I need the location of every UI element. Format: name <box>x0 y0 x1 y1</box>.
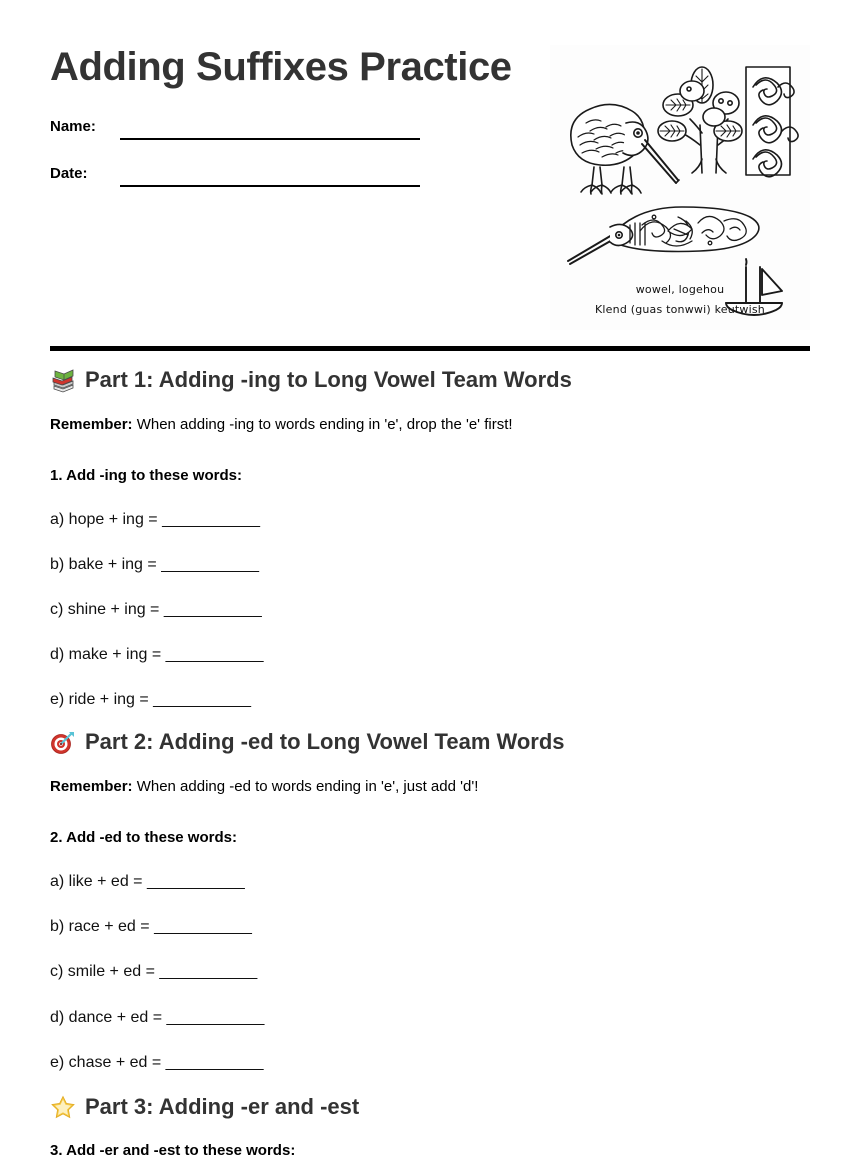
remember-text: When adding -ing to words ending in 'e', drop the 'e' first! <box>132 416 513 433</box>
exercise-item[interactable]: a) like + ed = ___________ <box>50 872 245 890</box>
exercise-item[interactable]: e) chase + ed = ___________ <box>50 1053 264 1071</box>
exercise-item[interactable]: d) dance + ed = ___________ <box>50 1008 265 1026</box>
section-3-heading <box>50 1094 810 1120</box>
date-field-label: Date: <box>50 165 88 182</box>
section-2-heading <box>50 729 810 755</box>
exercise-item[interactable]: e) ride + ing = ___________ <box>50 691 252 709</box>
section-spacer <box>50 1072 810 1094</box>
section-part-3 <box>50 1094 810 1159</box>
header-divider <box>50 346 810 351</box>
section-2-remember <box>50 777 810 797</box>
worksheet-illustration <box>550 45 810 330</box>
section-2-prompt: 2. Add -ed to these words: <box>50 828 237 846</box>
exercise-item[interactable]: a) hope + ing = ___________ <box>50 510 260 528</box>
exercise-item[interactable]: b) race + ed = ___________ <box>50 918 252 936</box>
name-field-row <box>50 110 430 157</box>
exercise-item[interactable]: c) smile + ed = ___________ <box>50 963 258 981</box>
page-title: Adding Suffixes Practice <box>50 45 512 89</box>
remember-text: When adding -ed to words ending in 'e', just add 'd'! <box>132 778 479 796</box>
illustration-caption-line-1: wowel, logehou <box>635 283 725 296</box>
illustration-caption-line-2: Klend (guas tonwwi) keutwish <box>595 303 765 316</box>
exercise-item[interactable]: d) make + ing = ___________ <box>50 646 264 664</box>
section-1-heading <box>50 367 810 393</box>
section-2-title: Part 2: Adding -ed to Long Vowel Team Words <box>85 729 565 755</box>
exercise-item[interactable]: b) bake + ing = ___________ <box>50 555 260 573</box>
worksheet-content <box>50 367 810 1159</box>
remember-label: Remember: <box>50 416 133 433</box>
date-input-line[interactable] <box>120 185 420 187</box>
section-1-remember <box>50 415 810 435</box>
student-fields <box>50 110 430 204</box>
star-icon <box>50 1094 76 1120</box>
date-field-row <box>50 157 430 204</box>
section-3-title: Part 3: Adding -er and -est <box>85 1093 360 1119</box>
name-field-label: Name: <box>50 118 96 135</box>
section-part-2 <box>50 729 810 1071</box>
section-spacer <box>50 709 810 729</box>
worksheet-header <box>50 0 810 316</box>
dart-target-icon <box>50 729 76 755</box>
section-1-title: Part 1: Adding -ing to Long Vowel Team Words <box>85 366 572 392</box>
remember-label: Remember: <box>50 778 133 796</box>
exercise-item[interactable]: c) shine + ing = ___________ <box>50 600 262 618</box>
section-1-prompt: 1. Add -ing to these words: <box>50 466 242 484</box>
section-part-1 <box>50 367 810 709</box>
section-3-prompt: 3. Add -er and -est to these words: <box>50 1141 296 1159</box>
name-input-line[interactable] <box>120 138 420 140</box>
books-icon <box>50 367 76 393</box>
